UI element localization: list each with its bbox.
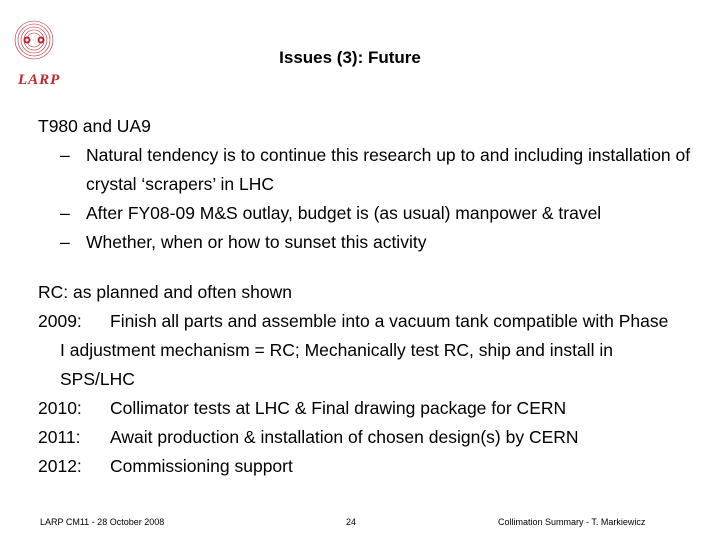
- dash-marker: –: [60, 145, 70, 165]
- bullet-text: Whether, when or how to sunset this activity: [86, 232, 427, 252]
- schedule-intro: RC: as planned and often shown: [38, 282, 292, 302]
- schedule-item: [38, 423, 678, 452]
- dash-marker: –: [60, 203, 70, 223]
- schedule-item: [38, 394, 678, 423]
- bullet-text: After FY08-09 M&S outlay, budget is (as usual) manpower & travel: [86, 203, 602, 223]
- footer-author: Collimation Summary - T. Markiewicz: [498, 517, 646, 527]
- dash-marker: –: [60, 232, 70, 252]
- bullet-list: [38, 141, 698, 257]
- schedule-year: 2011:: [38, 427, 81, 447]
- schedule-text: Commissioning support: [110, 456, 293, 476]
- schedule-year: 2010:: [38, 398, 82, 418]
- bullet-text: Natural tendency is to continue this research up to and including installation of crystal ‘scrapers’ in LHC: [86, 145, 691, 194]
- footer-meeting: LARP CM11 - 28 October 2008: [40, 517, 165, 527]
- bullet-item: [60, 199, 698, 228]
- schedule-text: Await production & installation of chosen design(s) by CERN: [110, 427, 579, 447]
- footer-page-number: 24: [346, 517, 357, 527]
- slide-title: Issues (3): Future: [279, 48, 421, 67]
- schedule-year: 2009:: [38, 311, 82, 331]
- logo-text: LARP: [18, 72, 61, 88]
- bullet-item: [60, 141, 698, 199]
- section-rc-schedule: [38, 278, 678, 481]
- schedule-text: Collimator tests at LHC & Final drawing package for CERN: [110, 398, 567, 418]
- schedule-text: Finish all parts and assemble into a vacuum tank compatible with Phase I adjustment mechanism = RC; Mechanically test RC, ship and install in SPS/LHC: [60, 311, 669, 389]
- section-t980: [38, 112, 698, 257]
- larp-beam-logo-icon: [14, 14, 54, 74]
- bullet-item: [60, 228, 698, 257]
- schedule-item: [38, 307, 678, 394]
- schedule-item: [38, 452, 678, 481]
- schedule-year: 2012:: [38, 456, 82, 476]
- section-heading: T980 and UA9: [38, 116, 151, 136]
